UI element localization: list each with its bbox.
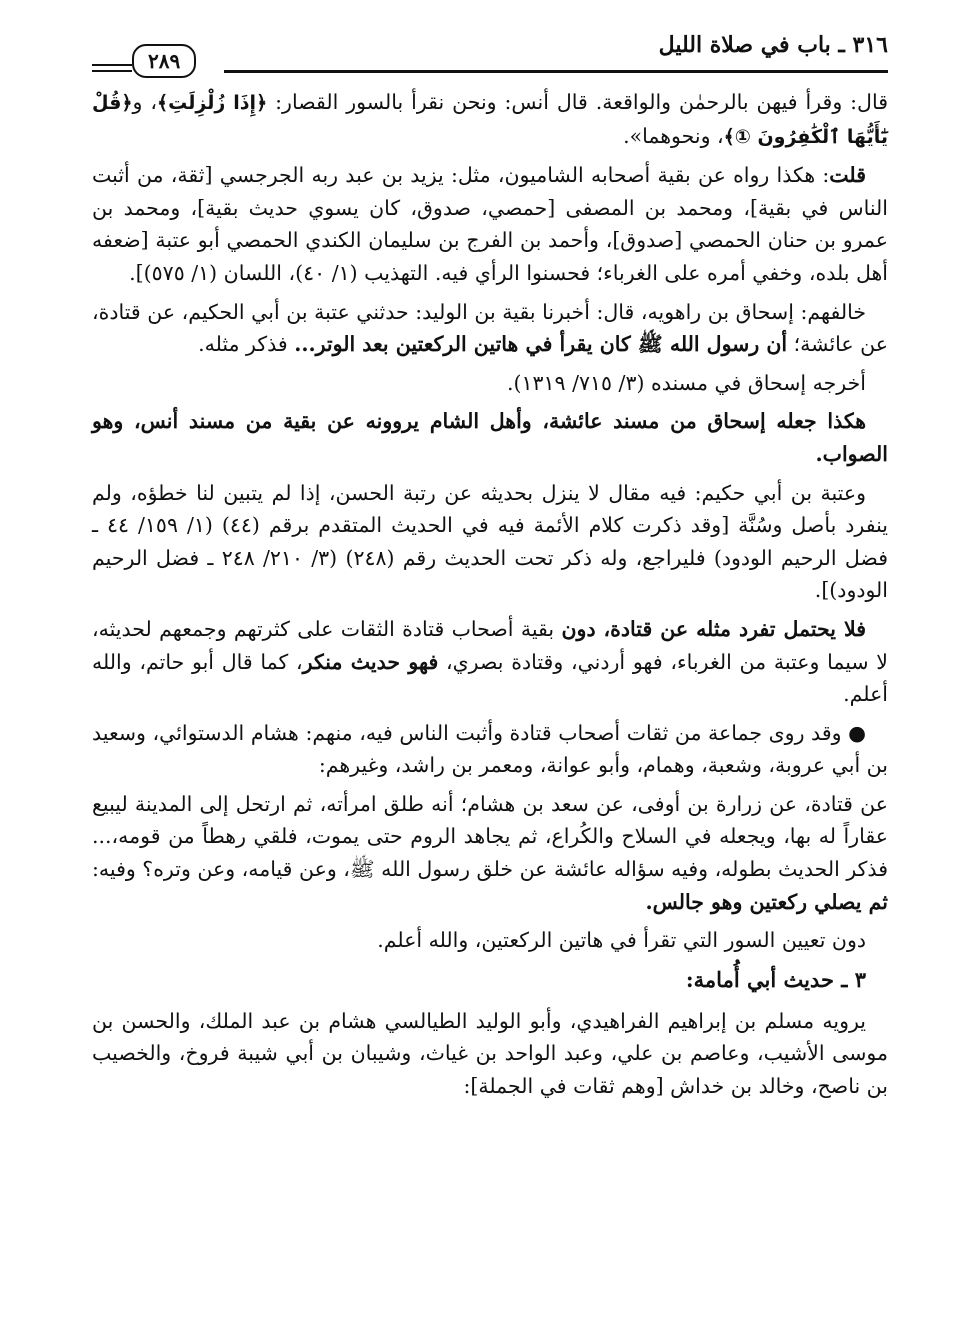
paragraph-5 <box>92 405 888 470</box>
quran-verse-2: ﴿قُلْ يَٰٓأَيُّهَا ٱلْكَٰفِرُونَ ①﴾ <box>92 92 888 148</box>
header-rule <box>224 70 888 73</box>
paragraph-10 <box>92 924 888 957</box>
paragraph-3 <box>92 296 888 361</box>
paragraph-11 <box>92 1005 888 1103</box>
p8-text: ● وقد روى جماعة من ثقات أصحاب قتادة وأثبت الناس فيه، منهم: هشام الدستوائي، وسعيد بن أبي عروبة، وشعبة، وهمام، وأبو عوانة، ومعمر بن راشد، وغيرهم: <box>92 720 888 778</box>
p7-text-1: بقية أصحاب قتادة الثقات على كثرتهم وجمعهم لحديثه، لا سيما وعتبة من الغرباء، فهو أردني، وقتادة بصري، <box>92 616 888 674</box>
paragraph-2 <box>92 159 888 289</box>
paragraph-6 <box>92 477 888 607</box>
paragraph-8 <box>92 717 888 782</box>
p10-text: دون تعيين السور التي تقرأ في هاتين الركعتين، والله أعلم. <box>377 928 866 953</box>
p2-lead: قلت <box>829 163 866 188</box>
page-header <box>92 30 888 86</box>
p9-text: عن قتادة، عن زرارة بن أوفى، عن سعد بن هشام؛ أنه طلق امرأته، ثم ارتحل إلى المدينة ليبيع عقاراً له بها، ويجعله في السلاح والكُراع، ثم يجاهد الروم حتى يموت، فلقي رهطاً من قومه،... فذكر الحديث بطوله، وفيه سؤاله عائشة عن خلق رسول الله ﷺ، وعن قيامه، وعن وتره؟ وفيه: <box>92 791 888 882</box>
p3-tail: فذكر مثله. <box>198 332 295 357</box>
p1-mid: ، و <box>132 90 157 114</box>
section-heading: ٣ ـ حديث أبي أُمامة: <box>685 966 866 992</box>
paragraph-4 <box>92 367 888 400</box>
header-rule-left-top <box>92 64 132 66</box>
p1-pre: قال: وقرأ فيهن بالرحمٰن والواقعة. قال أنس: ونحن نقرأ بالسور القصار: <box>267 90 889 114</box>
p6-text: وعتبة بن أبي حكيم: فيه مقال لا ينزل بحديثه عن رتبة الحسن، إذا لم يتبين لنا خطؤه، ولم ينفرد بأصل وسُنَّة [وقد ذكرت كلام الأئمة فيه في الحديث المتقدم برقم (٤٤) (١/ ١٥٩/ ٤٤ ـ فضل الرحيم الودود) فليراجع، وله ذكر تحت الحديث رقم (٢٤٨) (٣/ ٢١٠/ ٢٤٨ ـ فضل الرحيم الودود)]. <box>92 480 888 603</box>
running-head: ٣١٦ ـ باب في صلاة الليل <box>658 32 888 58</box>
page-number: ٢٨٩ <box>132 44 196 78</box>
p5-bold: هكذا جعله إسحاق من مسند عائشة، وأهل الشام يروونه عن بقية من مسند أنس، وهو الصواب. <box>92 409 888 466</box>
header-rule-left-bottom <box>92 70 132 72</box>
p7-bold-2: فهو حديث منكر <box>302 649 439 674</box>
p1-post: ، ونحوهما». <box>623 123 724 148</box>
p3-bold: أن رسول الله ﷺ كان يقرأ في هاتين الركعتين بعد الوتر... <box>294 332 788 357</box>
quran-verse-1: ﴿إِذَا زُلْزِلَتِ﴾ <box>157 92 268 114</box>
paragraph-7 <box>92 613 888 711</box>
p9-bold: ثم يصلي ركعتين وهو جالس. <box>645 889 888 914</box>
p3-text: خالفهم: إسحاق بن راهويه، قال: أخبرنا بقية بن الوليد: حدثني عتبة بن أبي الحكيم، عن قتادة، عن عائشة؛ <box>92 299 888 357</box>
paragraph-9 <box>92 788 888 918</box>
p4-text: أخرجه إسحاق في مسنده (٣/ ٧١٥/ ١٣١٩). <box>506 370 866 395</box>
p7-text-2: ، كما قال أبو حاتم، والله أعلم. <box>92 649 888 707</box>
paragraph-1 <box>92 86 888 153</box>
p2-text: : هكذا رواه عن بقية أصحابه الشاميون، مثل: يزيد بن عبد ربه الجرجسي [ثقة، من أثبت الناس في بقية]، ومحمد بن المصفى [حمصي، صدوق، كان يسوي حديث بقية]، ومحمد بن عمرو بن حنان الحمصي [صدوق]، وأحمد بن الفرج بن سليمان الكندي الحمصي أبو عتبة [ضعفه أهل بلده، وخفي أمره على الغرباء؛ فحسنوا الرأي فيه. التهذيب (١/ ٤٠)، اللسان (١/ ٥٧٥)]. <box>92 163 888 285</box>
p11-text: يرويه مسلم بن إبراهيم الفراهيدي، وأبو الوليد الطيالسي هشام بن عبد الملك، والحسن بن موسى الأشيب، وعاصم بن علي، وعبد الواحد بن غياث، وشيبان بن أبي شيبة فروخ، والخصيب بن ناصح، وخالد بن خداش [وهم ثقات في الجملة]: <box>92 1008 888 1099</box>
p7-bold-1: فلا يحتمل تفرد مثله عن قتادة، دون <box>561 616 867 641</box>
